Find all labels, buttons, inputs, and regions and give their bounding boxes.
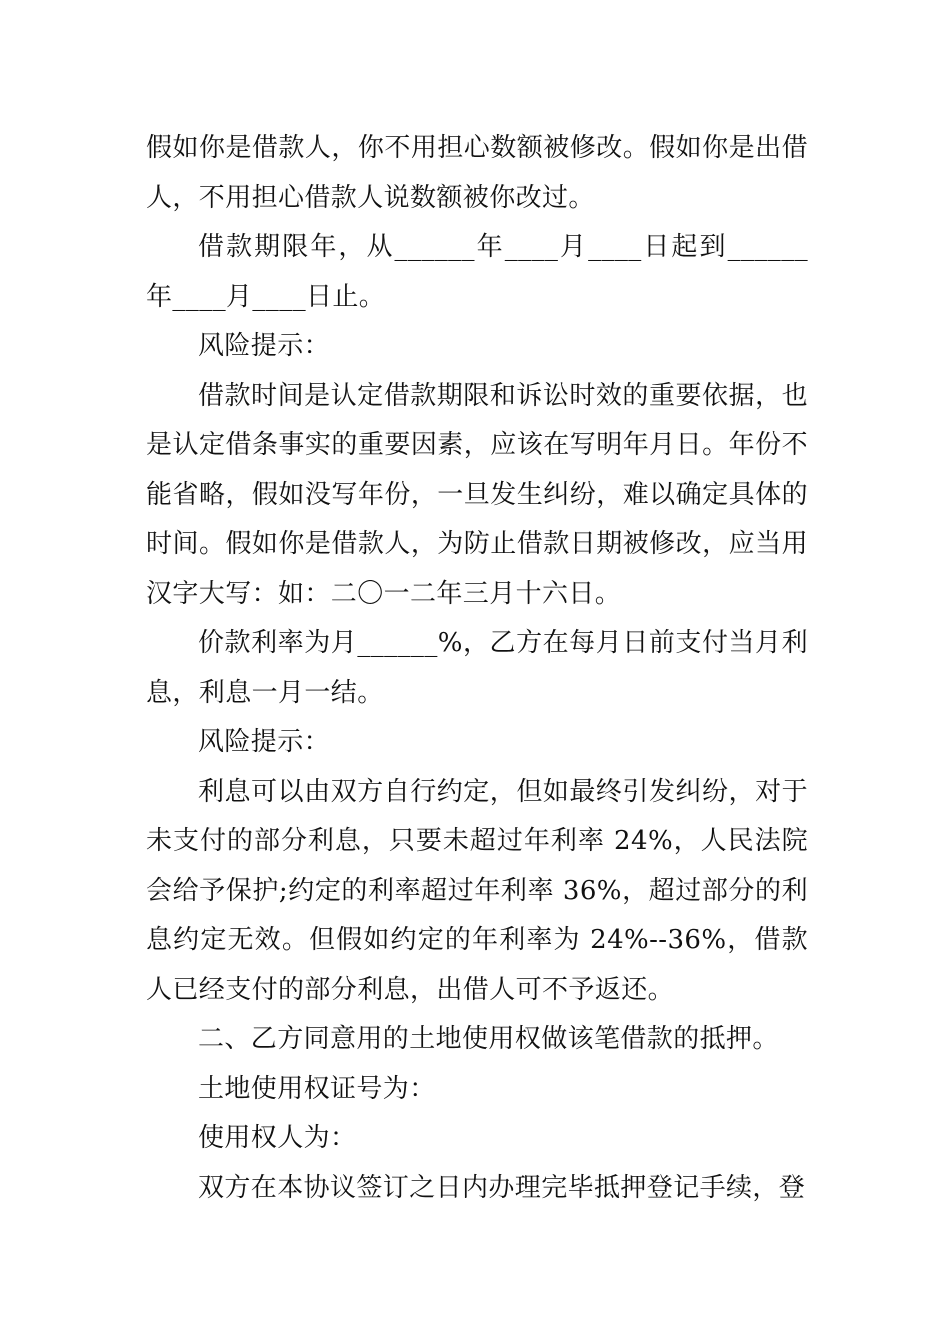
paragraph-right-holder: 使用权人为： <box>198 1123 357 1153</box>
paragraph-lender-note: 假如你是借款人，你不用担心数额被修改。假如你是出借人，不用担心借款人说数额被你改过。 <box>146 133 808 213</box>
document-body <box>146 124 808 1213</box>
paragraph-collateral-clause: 二、乙方同意用的土地使用权做该笔借款的抵押。 <box>198 1024 779 1054</box>
paragraph-loan-term: 借款期限年，从______年____月____日起到______年____月____日止。 <box>146 232 808 312</box>
paragraph-risk-heading-1: 风险提示： <box>198 331 331 361</box>
paragraph-registration: 双方在本协议签订之日内办理完毕抵押登记手续，登 <box>198 1172 806 1203</box>
paragraph-interest-rate: 价款利率为月______%，乙方在每月日前支付当月利息，利息一月一结。 <box>146 628 808 708</box>
paragraph-interest-risk: 利息可以由双方自行约定，但如最终引发纠纷，对于未支付的部分利息，只要未超过年利率 24%，人民法院会给予保护;约定的利率超过年利率 36%，超过部分的利息约定无效。但假如约定的年利率为 24%--36%，借款人已经支付的部分利息，出借人可不予返还。 <box>146 776 808 1005</box>
paragraph-loan-date-risk: 借款时间是认定借款期限和诉讼时效的重要依据，也是认定借条事实的重要因素，应该在写明年月日。年份不能省略，假如没写年份，一旦发生纠纷，难以确定具体的时间。假如你是借款人，为防止借款日期被修改，应当用汉字大写：如：二〇一二年三月十六日。 <box>146 380 808 609</box>
paragraph-land-certificate: 土地使用权证号为： <box>198 1073 436 1104</box>
paragraph-risk-heading-2: 风险提示： <box>198 727 331 757</box>
